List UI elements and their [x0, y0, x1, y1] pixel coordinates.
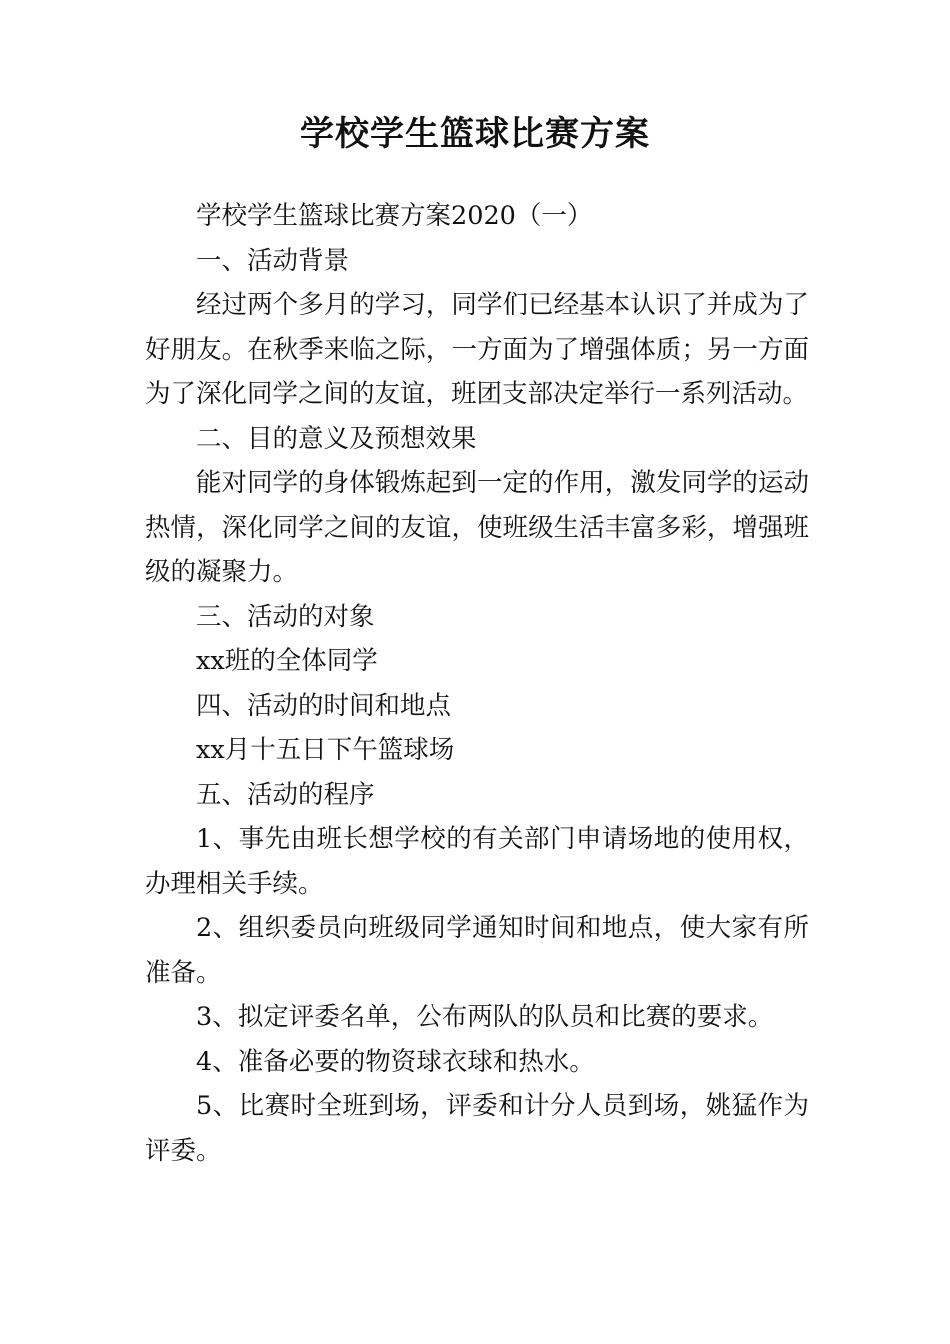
paragraph-subtitle: 学校学生篮球比赛方案2020（一） [196, 201, 593, 231]
heading-purpose: 二、目的意义及预想效果 [196, 423, 477, 454]
procedure-step-5: 5、比赛时全班到场，评委和计分人员到场，姚猛作为评委。 [145, 1091, 809, 1166]
heading-procedure: 五、活动的程序 [196, 779, 375, 810]
paragraph-time-place: xx月十五日下午篮球场 [196, 735, 455, 765]
paragraph-background: 经过两个多月的学习，同学们已经基本认识了并成为了好朋友。在秋季来临之际，一方面为了增强体质；另一方面为了深化同学之间的友谊，班团支部决定举行一系列活动。 [145, 290, 809, 409]
procedure-step-1: 1、事先由班长想学校的有关部门申请场地的使用权，办理相关手续。 [145, 824, 809, 899]
heading-time-place: 四、活动的时间和地点 [196, 690, 452, 721]
document-body [145, 194, 809, 1173]
paragraph-audience: xx班的全体同学 [196, 646, 378, 676]
procedure-step-3: 3、拟定评委名单，公布两队的队员和比赛的要求。 [196, 1002, 774, 1032]
heading-background: 一、活动背景 [196, 245, 350, 276]
heading-audience: 三、活动的对象 [196, 601, 375, 632]
procedure-step-4: 4、准备必要的物资球衣球和热水。 [196, 1046, 595, 1077]
paragraph-purpose: 能对同学的身体锻炼起到一定的作用，激发同学的运动热情，深化同学之间的友谊，使班级生活丰富多彩，增强班级的凝聚力。 [145, 468, 809, 587]
document-title: 学校学生篮球比赛方案 [300, 113, 650, 154]
procedure-step-2: 2、组织委员向班级同学通知时间和地点，使大家有所准备。 [145, 913, 809, 988]
